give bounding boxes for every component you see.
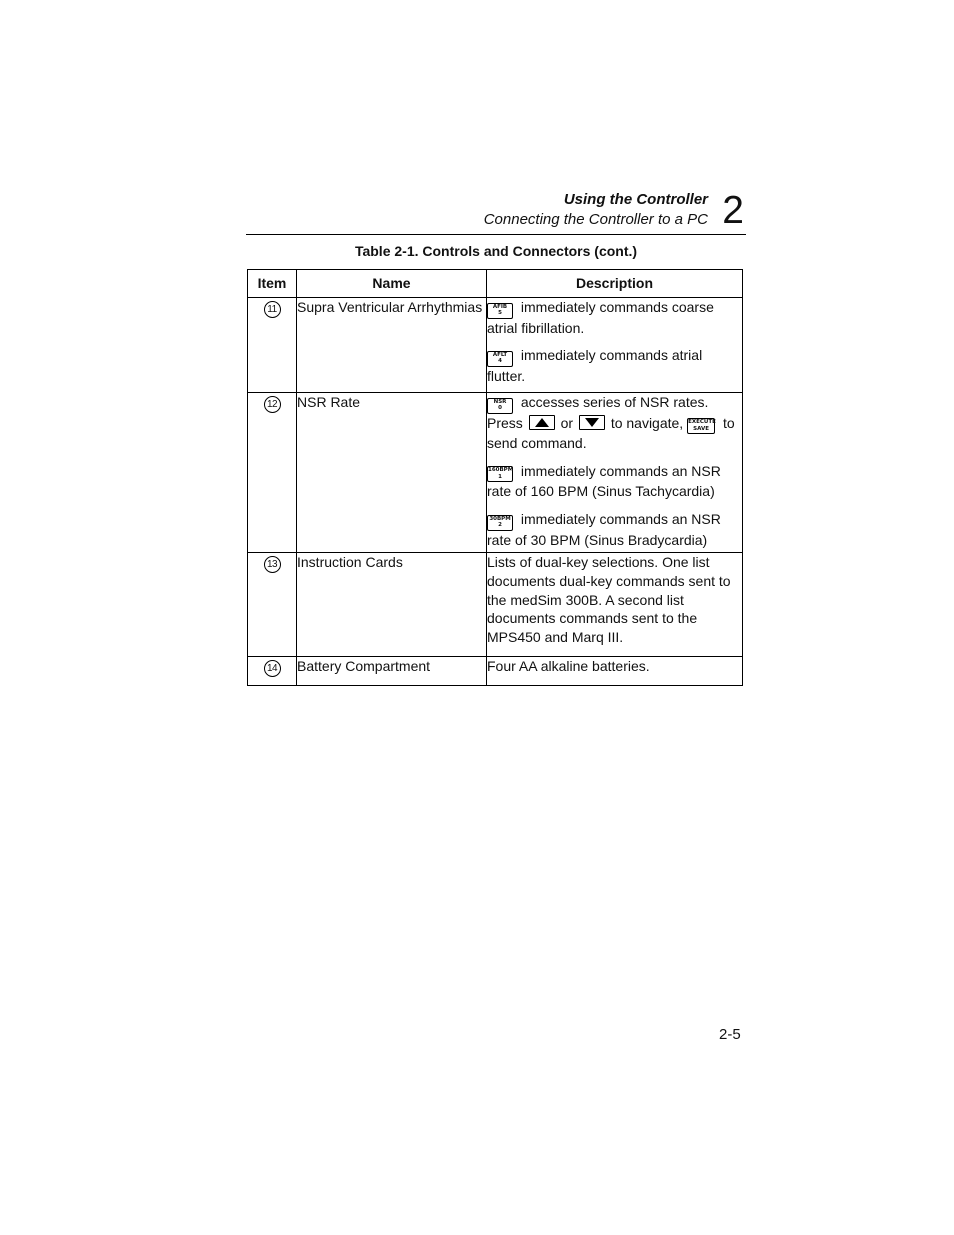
description-text: to navigate, bbox=[610, 414, 684, 431]
chapter-number: 2 bbox=[722, 189, 744, 232]
description-cell bbox=[487, 298, 743, 393]
name-cell: Battery Compartment bbox=[297, 657, 487, 686]
item-number-badge: 13 bbox=[264, 556, 281, 573]
header-rule bbox=[246, 234, 746, 235]
description-text: immediately commands an NSR rate of 30 BPM (Sinus Bradycardia) bbox=[487, 511, 721, 548]
name-cell: Instruction Cards bbox=[297, 553, 487, 657]
160bpm-key-icon: 160BPM 1 bbox=[487, 466, 513, 482]
description-cell bbox=[487, 657, 743, 686]
table-caption: Table 2-1. Controls and Connectors (cont.) bbox=[354, 243, 638, 259]
column-header-name: Name bbox=[297, 270, 487, 298]
item-number-badge: 14 bbox=[264, 660, 281, 677]
30bpm-key-icon: 30BPM 2 bbox=[487, 515, 513, 531]
table-row bbox=[248, 298, 743, 393]
section-title: Connecting the Controller to a PC bbox=[483, 211, 708, 228]
description-text: immediately commands atrial flutter. bbox=[487, 347, 703, 384]
description-cell bbox=[487, 393, 743, 553]
description-text: immediately commands an NSR rate of 160 BPM (Sinus Tachycardia) bbox=[487, 462, 721, 500]
description-paragraph bbox=[487, 462, 742, 501]
aflt-key-icon: AFLT 4 bbox=[487, 351, 513, 367]
item-cell bbox=[248, 298, 297, 393]
controls-table bbox=[247, 269, 743, 686]
name-cell: NSR Rate bbox=[297, 393, 487, 553]
name-cell: Supra Ventricular Arrhythmias bbox=[297, 298, 487, 393]
table-header-row bbox=[248, 270, 743, 298]
item-cell bbox=[248, 657, 297, 686]
page-number: 2-5 bbox=[719, 1026, 741, 1043]
description-text: to send command. bbox=[487, 414, 735, 451]
description-paragraph bbox=[487, 346, 742, 385]
down-arrow-key-icon bbox=[579, 415, 605, 430]
description-paragraph bbox=[487, 298, 742, 337]
chapter-title: Using the Controller bbox=[563, 191, 708, 208]
description-cell bbox=[487, 553, 743, 657]
table-row bbox=[248, 553, 743, 657]
header-titles bbox=[484, 190, 708, 229]
table-row bbox=[248, 393, 743, 553]
description-paragraph: Four AA alkaline batteries. bbox=[487, 658, 650, 674]
description-paragraph: Lists of dual-key selections. One list documents dual-key commands sent to the medSim 300B. A second list documents commands sent to the MPS450 and Marq III. bbox=[487, 554, 731, 646]
table-row bbox=[248, 657, 743, 686]
afib-key-icon: AFIB 5 bbox=[487, 303, 513, 319]
column-header-item: Item bbox=[248, 270, 297, 298]
item-cell bbox=[248, 553, 297, 657]
description-text: accesses series of NSR rates. Press bbox=[487, 394, 709, 431]
page-header bbox=[246, 190, 746, 236]
description-paragraph bbox=[487, 393, 742, 453]
execute-save-key-icon: EXECUTE SAVE bbox=[687, 418, 715, 434]
column-header-description: Description bbox=[487, 270, 743, 298]
item-cell bbox=[248, 393, 297, 553]
up-arrow-key-icon bbox=[529, 415, 555, 430]
description-text: or bbox=[560, 414, 574, 431]
item-number-badge: 11 bbox=[264, 301, 281, 318]
nsr-key-icon: NSR 0 bbox=[487, 398, 513, 414]
description-text: immediately commands coarse atrial fibrillation. bbox=[487, 299, 714, 336]
description-paragraph bbox=[487, 510, 742, 549]
item-number-badge: 12 bbox=[264, 396, 281, 413]
